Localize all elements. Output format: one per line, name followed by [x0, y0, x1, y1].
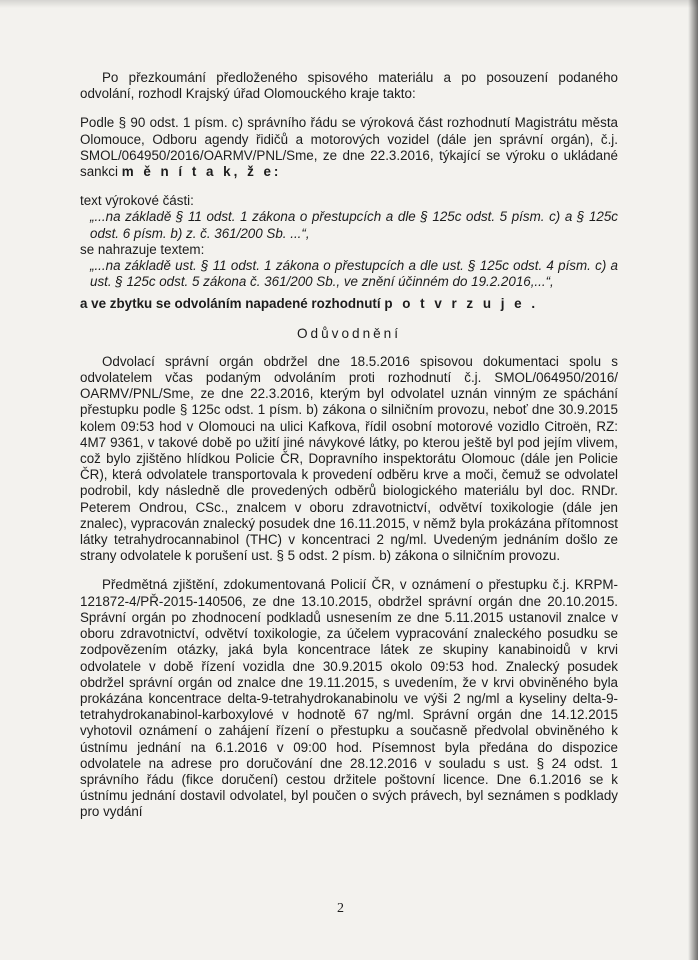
section-heading: Odůvodnění — [296, 325, 402, 341]
reasoning-paragraph-1: Odvolací správní orgán obdržel dne 18.5.2016 spisovou dokumentaci spolu s odvolatelem včas podaným odvoláním proti rozhodnutí č.j. SMOL/064950/2016/ OARMV/PNL/Sme, ze dne 22.3.2016, kterým byl odvolatel uznán vinným ze spáchání přestupku podle § 125c odst. 1 písm. b) zákona o silničním provozu, neboť dne 30.9.2015 kolem 09:53 hod v Olomouci na ulici Kafkova, řídil osobní motorové vozidlo Citroën, RZ: 4M7 9361, v takové době po užití jiné návykové látky, po kterou ještě byl pod jejím vlivem, což bylo zjištěno hlídkou Policie ČR, Dopravního inspektorátu Olomouc (dále jen Policie ČR), která odvolatele transportovala k provedení odběru krve a moči, čemuž se odvolatel podrobil, kdy následně dle provedených odběrů biologického materiálu byl doc. RNDr. Peterem Ondrou, CSc., znalcem v oboru zdravotnictví, odvětví toxikologie (dále jen znalec), vypracován znalecký posudek dne 16.11.2015, v němž byla prokázána přítomnost látky tetrahydrocannabinol (THC) v koncentraci 2 ng/ml. Uvedeným jednáním došlo ze strany odvolatele k porušení ust. § 5 odst. 2 písm. b) zákona o silničním provozu. — [80, 353, 618, 564]
confirmation-text: a ve zbytku se odvoláním napadené rozhodnutí — [80, 296, 381, 312]
original-text-quote: „...na základě § 11 odst. 1 zákona o přestupcích a dle § 125c odst. 5 písm. c) a § 125c odst. 6 písm. b) z. č. 361/200 Sb. ...“, — [90, 209, 618, 241]
page-number: 2 — [337, 901, 344, 916]
decision-emphasis: m ě n í t a k, ž e: — [121, 164, 282, 180]
confirmation-emphasis: p o t v r z u j e . — [384, 296, 539, 312]
decision-paragraph — [80, 115, 618, 180]
paper-edge-shadow-top — [0, 0, 698, 8]
decision-text: Podle § 90 odst. 1 písm. c) správního řádu se výroková část rozhodnutí Magistrátu města Olomouce, Odboru agendy řidičů a motorových vozidel (dále jen správní orgán), č.j. SMOL/064950/2016/OARMV/PNL/Sme, ze dne 22.3.2016, týkající se výroku o ukládané sankci — [80, 115, 618, 180]
paper-edge-shadow-right — [688, 0, 698, 960]
amendment-block — [80, 193, 618, 290]
document-body — [80, 70, 618, 834]
original-text-label: text výrokové části: — [80, 193, 194, 209]
replacement-text-label: se nahrazuje textem: — [80, 241, 205, 257]
reasoning-paragraph-2: Předmětná zjištění, zdokumentovaná Policií ČR, v oznámení o přestupku č.j. KRPM-121872-4/PŘ-2015-140506, ze dne 13.10.2015, obdržel správní orgán dne 20.10.2015. Správní orgán po zhodnocení podkladů usnesením ze dne 5.11.2015 ustanovil znalce v oboru zdravotnictví, odvětví toxikologie, za účelem vypracování znaleckého posudku se zodpovězením otázky, jaká byla koncentrace látek ze skupiny kanabinoidů v krvi odvolatele v době řízení vozidla dne 30.9.2015 okolo 09:53 hod. Znalecký posudek obdržel správní orgán od znalce dne 19.11.2015, s uvedením, že v krvi obviněného byla prokázána koncentrace delta-9-tetrahydrokanabinolu ve výši 2 ng/ml a kyseliny delta-9-tetrahydrokanabinol-karboxylové v hodnotě 67 ng/ml. Správní orgán dne 14.12.2015 vyhotovil oznámení o zahájení řízení o přestupku a současně předvolal obviněného k ústnímu jednání na 6.1.2016 v 09:00 hod. Písemnost byla předána do dispozice odvolatele na adrese pro doručování dne 28.12.2016 v souladu s ust. § 24 odst. 1 správního řádu (fikce doručení) cestou držitele poštovní licence. Dne 6.1.2016 se k ústnímu jednání dostavil odvolatel, byl poučen o svých právech, byl seznámen s podklady pro vydání — [80, 577, 618, 820]
confirmation-paragraph — [80, 296, 618, 312]
intro-paragraph: Po přezkoumání předloženého spisového materiálu a po posouzení podaného odvolání, rozhodl Krajský úřad Olomouckého kraje takto: — [80, 70, 618, 102]
replacement-text-quote: „...na základě ust. § 11 odst. 1 zákona o přestupcích a dle ust. § 125c odst. 4 písm. c) a ust. § 125c odst. 5 zákona č. 361/200 Sb., ve znění účinném do 19.2.2016,...“, — [90, 258, 618, 290]
